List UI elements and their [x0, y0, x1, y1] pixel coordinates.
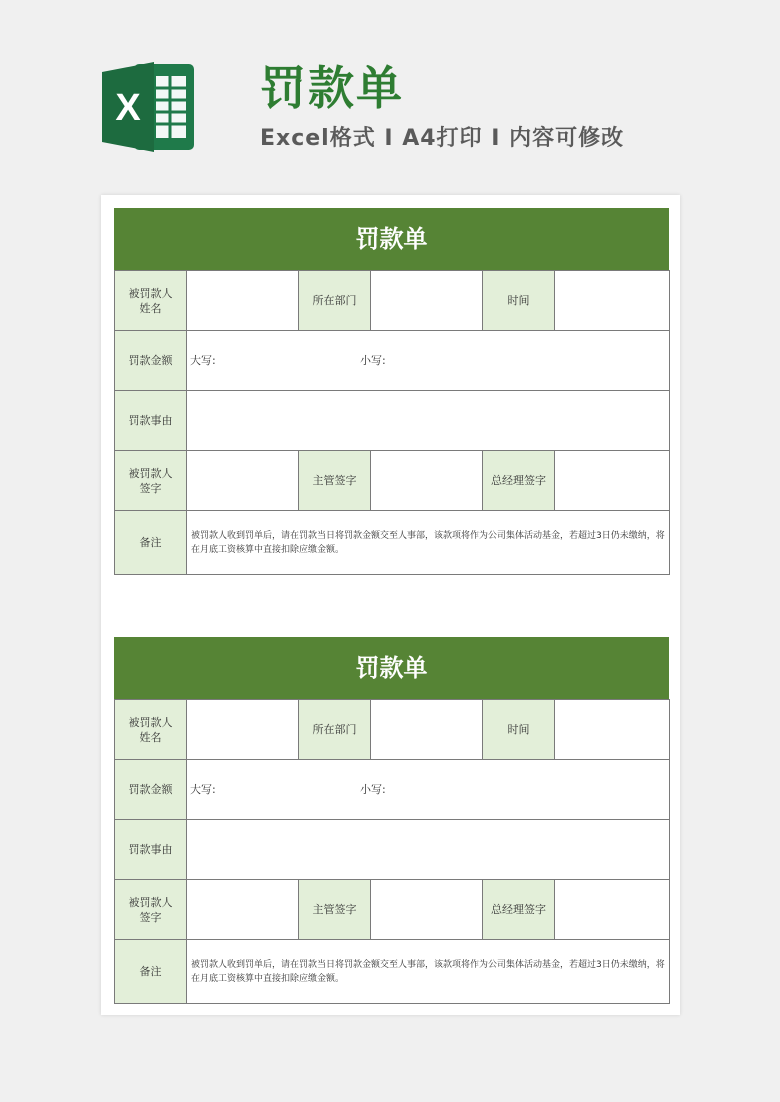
reason-label: 罚款事由 — [115, 820, 187, 880]
time-field[interactable] — [555, 271, 670, 331]
form-table — [114, 270, 670, 575]
remark-text: 被罚款人收到罚单后，请在罚款当日将罚款金额交至人事部，该款项将作为公司集体活动基金，若超过3日仍未缴纳，将在月底工资核算中直接扣除应缴金额。 — [187, 511, 670, 575]
page-title: 罚款单 — [260, 61, 404, 115]
page-header — [0, 0, 780, 190]
table-row — [115, 760, 670, 820]
time-label: 时间 — [483, 271, 555, 331]
supervisor-label: 主管签字 — [299, 880, 371, 940]
dept-label: 所在部门 — [299, 271, 371, 331]
dept-label: 所在部门 — [299, 700, 371, 760]
time-field[interactable] — [555, 700, 670, 760]
form-table — [114, 699, 670, 1004]
supervisor-field[interactable] — [371, 451, 483, 511]
remark-label: 备注 — [115, 511, 187, 575]
sign-label: 被罚款人 签字 — [115, 451, 187, 511]
reason-field[interactable] — [187, 820, 670, 880]
name-field[interactable] — [187, 271, 299, 331]
sign-field[interactable] — [187, 880, 299, 940]
page-subtitle: Excel格式 I A4打印 I 内容可修改 — [260, 126, 625, 151]
amount-label: 罚款金额 — [115, 331, 187, 391]
reason-label: 罚款事由 — [115, 391, 187, 451]
name-label: 被罚款人 姓名 — [115, 271, 187, 331]
penalty-form-1 — [114, 208, 669, 575]
dept-field[interactable] — [371, 271, 483, 331]
table-row — [115, 700, 670, 760]
gm-field[interactable] — [555, 451, 670, 511]
time-label: 时间 — [483, 700, 555, 760]
gm-field[interactable] — [555, 880, 670, 940]
logo-letter: X — [115, 87, 141, 129]
table-row — [115, 391, 670, 451]
remark-text: 被罚款人收到罚单后，请在罚款当日将罚款金额交至人事部，该款项将作为公司集体活动基金，若超过3日仍未缴纳，将在月底工资核算中直接扣除应缴金额。 — [187, 940, 670, 1004]
gm-label: 总经理签字 — [483, 451, 555, 511]
table-row — [115, 271, 670, 331]
sign-field[interactable] — [187, 451, 299, 511]
amount-field[interactable] — [187, 331, 670, 391]
table-row — [115, 820, 670, 880]
amount-label: 罚款金额 — [115, 760, 187, 820]
table-row — [115, 940, 670, 1004]
document-sheet — [101, 195, 680, 1015]
amount-upper-label: 大写: — [190, 354, 216, 367]
gm-label: 总经理签字 — [483, 880, 555, 940]
amount-lower-label: 小写: — [360, 783, 386, 796]
amount-lower-label: 小写: — [360, 354, 386, 367]
penalty-form-2 — [114, 637, 669, 1004]
reason-field[interactable] — [187, 391, 670, 451]
remark-label: 备注 — [115, 940, 187, 1004]
table-row — [115, 880, 670, 940]
dept-field[interactable] — [371, 700, 483, 760]
table-row — [115, 331, 670, 391]
excel-logo-icon — [100, 58, 198, 156]
supervisor-label: 主管签字 — [299, 451, 371, 511]
amount-upper-label: 大写: — [190, 783, 216, 796]
supervisor-field[interactable] — [371, 880, 483, 940]
form-title: 罚款单 — [114, 637, 669, 699]
name-field[interactable] — [187, 700, 299, 760]
amount-field[interactable] — [187, 760, 670, 820]
table-row — [115, 511, 670, 575]
table-row — [115, 451, 670, 511]
name-label: 被罚款人 姓名 — [115, 700, 187, 760]
form-title: 罚款单 — [114, 208, 669, 270]
sign-label: 被罚款人 签字 — [115, 880, 187, 940]
